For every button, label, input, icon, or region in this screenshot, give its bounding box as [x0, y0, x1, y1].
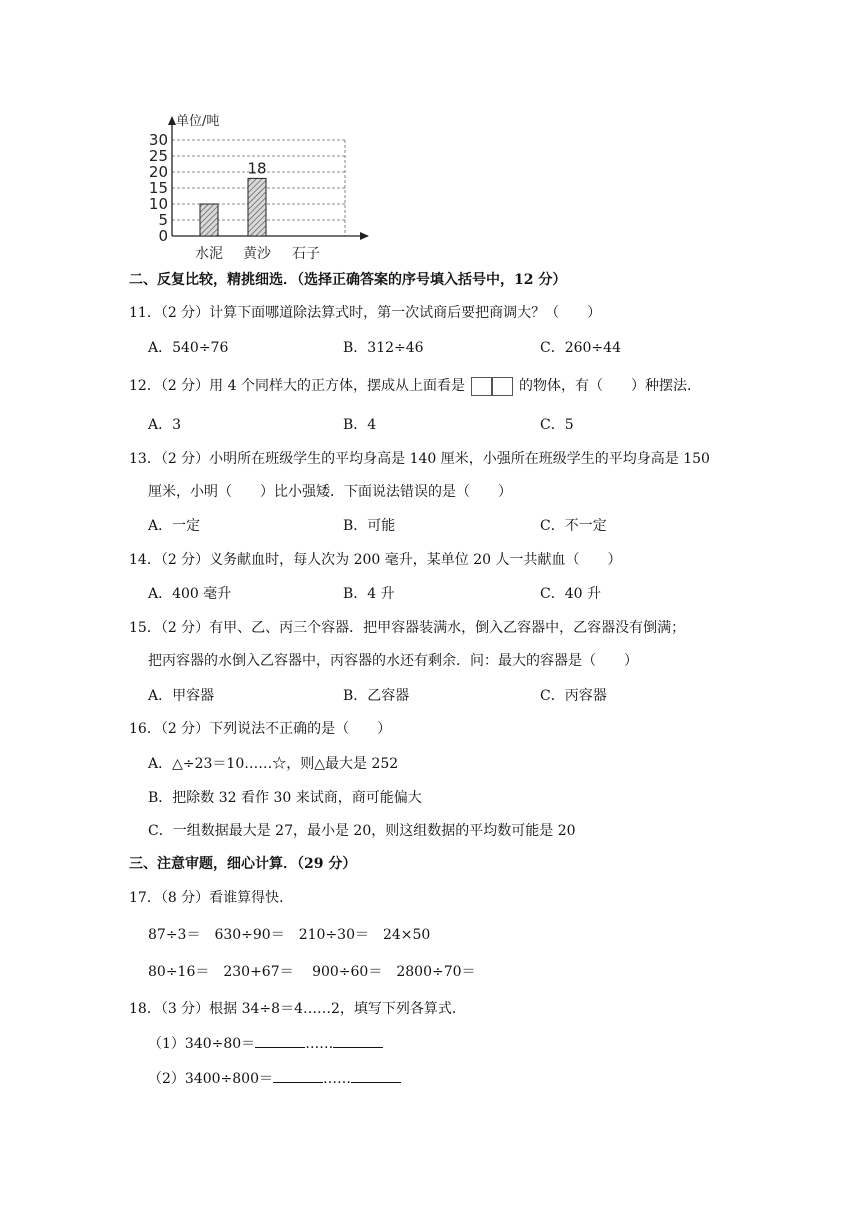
- top-view-figure: [469, 375, 515, 397]
- x-tick-label: 黄沙: [243, 246, 271, 262]
- q13-option-b: B．可能: [343, 518, 396, 534]
- q11-option-b: B．312÷46: [343, 340, 424, 356]
- q13-line2: 厘米，小明（ ）比小强矮．下面说法错误的是（ ）: [148, 484, 512, 500]
- y-tick-label: 15: [148, 179, 168, 197]
- y-tick-label: 30: [148, 131, 168, 149]
- q13-option-c: C．不一定: [540, 518, 607, 534]
- q15-option-c: C．丙容器: [540, 688, 607, 704]
- q15-option-b: B．乙容器: [343, 688, 410, 704]
- y-tick-label: 5: [158, 211, 168, 229]
- q16-option-b: B．把除数 32 看作 30 来试商，商可能偏大: [148, 790, 422, 806]
- y-tick-label: 20: [148, 163, 168, 181]
- q15-line2: 把丙容器的水倒入乙容器中，丙容器的水还有剩余．问：最大的容器是（ ）: [148, 653, 638, 669]
- q13-line1: 13．（2 分）小明所在班级学生的平均身高是 140 厘米，小强所在班级学生的平均身高是 150: [129, 451, 710, 467]
- q16-text: 16．（2 分）下列说法不正确的是（ ）: [129, 721, 392, 737]
- q12-text: [129, 375, 701, 397]
- section-3-title: 三、注意审题，细心计算．（29 分）: [129, 856, 357, 872]
- q14-option-c: C．40 升: [540, 586, 601, 602]
- q18-part1-expr: （1）340÷80＝: [148, 1036, 256, 1052]
- q18-part2-quotient-blank[interactable]: [273, 1068, 323, 1083]
- q13-option-a: A．一定: [148, 518, 201, 534]
- chart-layer: [149, 114, 369, 262]
- q17-row2: 80÷16＝ 230+67＝ 900÷60＝ 2800÷70＝: [148, 964, 476, 980]
- y-tick-label: 10: [148, 195, 168, 213]
- q18-part2: [148, 1068, 401, 1089]
- bar: [200, 204, 218, 236]
- q16-option-c: C．一组数据最大是 27，最小是 20，则这组数据的平均数可能是 20: [148, 823, 576, 839]
- q18-part1-ellipsis: ……: [305, 1036, 334, 1052]
- y-axis-label: 单位/吨: [176, 114, 220, 129]
- q15-line1: 15．（2 分）有甲、乙、丙三个容器．把甲容器装满水，倒入乙容器中，乙容器没有倒满；: [129, 620, 686, 636]
- data-label: 18: [247, 159, 267, 178]
- q12-option-c: C．5: [540, 417, 574, 433]
- y-axis-arrow: [168, 116, 176, 125]
- q17-row1: 87÷3＝ 630÷90＝ 210÷30＝ 24×50: [148, 927, 431, 943]
- q14-option-b: B．4 升: [343, 586, 395, 602]
- q11-text: 11．（2 分）计算下面哪道除法算式时，第一次试商后要把商调大？（ ）: [129, 305, 602, 321]
- q15-option-a: A．甲容器: [148, 688, 215, 704]
- q12-text-after: 的物体，有（ ）种摆法．: [518, 378, 701, 394]
- q16-option-a: A．△÷23＝10……☆，则△最大是 252: [148, 756, 399, 772]
- q18-part1: [148, 1033, 383, 1054]
- q11-option-a: A．540÷76: [148, 340, 229, 356]
- x-tick-label: 水泥: [195, 246, 223, 262]
- q14-option-a: A．400 毫升: [148, 586, 232, 602]
- x-axis-arrow: [360, 232, 369, 240]
- q18-part1-remainder-blank[interactable]: [333, 1033, 383, 1048]
- q17-text: 17．（8 分）看谁算得快．: [129, 890, 294, 906]
- q18-part2-remainder-blank[interactable]: [351, 1068, 401, 1083]
- q12-option-a: A．3: [148, 417, 182, 433]
- q12-option-b: B．4: [343, 417, 377, 433]
- section-2-title: 二、反复比较，精挑细选．（选择正确答案的序号填入括号中，12 分）: [129, 272, 567, 288]
- q18-text: 18．（3 分）根据 34÷8＝4……2，填写下列各算式．: [129, 1001, 466, 1017]
- bar-chart: [140, 108, 380, 268]
- q18-part1-quotient-blank[interactable]: [255, 1033, 305, 1048]
- q11-option-c: C．260÷44: [540, 340, 621, 356]
- x-tick-label: 石子: [292, 246, 320, 262]
- bar: [248, 178, 266, 236]
- y-tick-label: 25: [148, 147, 168, 165]
- q12-text-before: 12．（2 分）用 4 个同样大的正方体，摆成从上面看是: [129, 378, 465, 394]
- q18-part2-expr: （2）3400÷800＝: [148, 1071, 273, 1087]
- y-tick-label: 0: [158, 227, 168, 245]
- q14-text: 14．（2 分）义务献血时，每人次为 200 毫升，某单位 20 人一共献血（ ）: [129, 552, 622, 568]
- q18-part2-ellipsis: ……: [323, 1071, 351, 1087]
